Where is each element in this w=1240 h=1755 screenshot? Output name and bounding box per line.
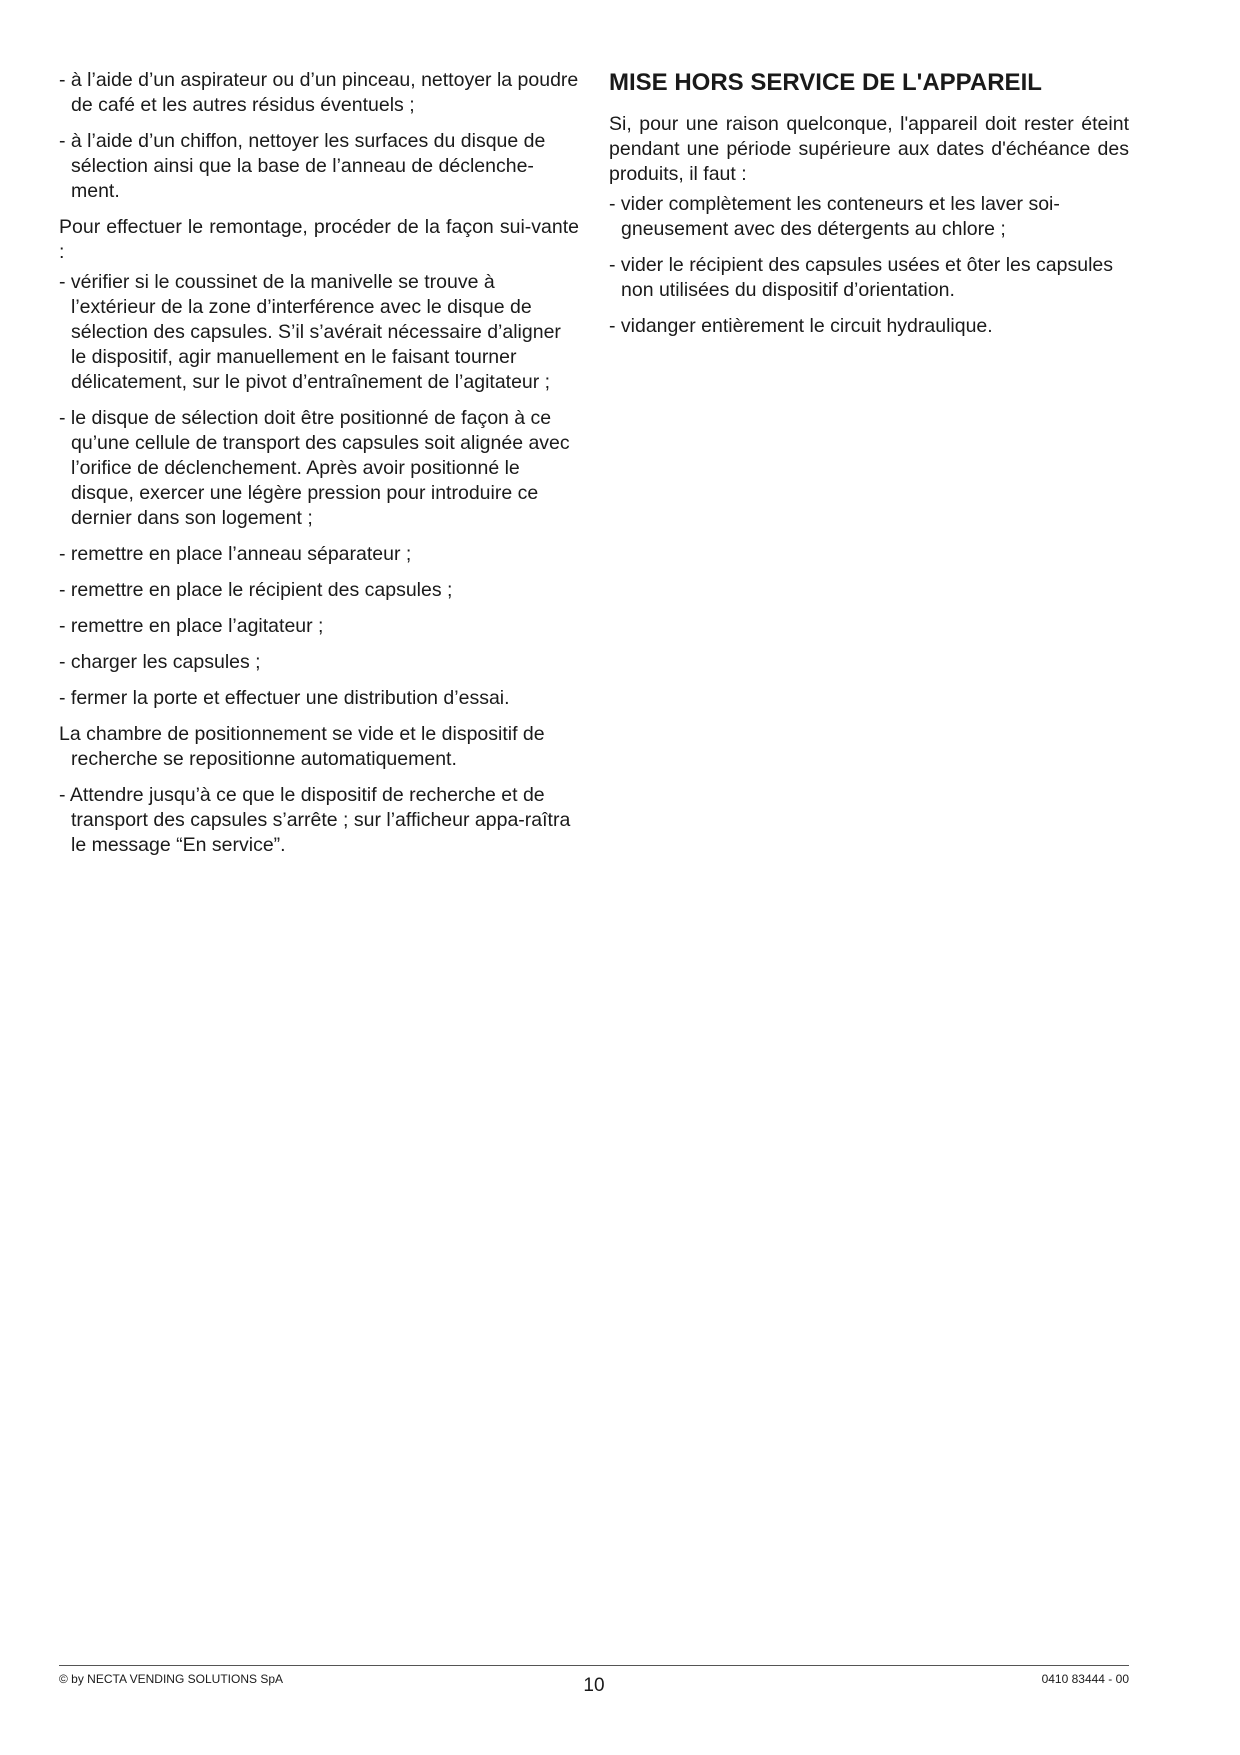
- page-number: 10: [583, 1675, 605, 1696]
- list-item: - remettre en place l’agitateur ;: [59, 615, 324, 637]
- list-item: - remettre en place le récipient des capsules ;: [59, 579, 453, 601]
- section-heading: MISE HORS SERVICE DE L'APPAREIL: [609, 69, 1042, 96]
- list-item: - fermer la porte et effectuer une distribution d’essai.: [59, 687, 510, 709]
- list-item: - remettre en place l’anneau séparateur ;: [59, 543, 412, 565]
- paragraph: Pour effectuer le remontage, procéder de la façon sui-vante :: [59, 216, 579, 263]
- list-item: - charger les capsules ;: [59, 651, 261, 673]
- list-item: - à l’aide d’un chiffon, nettoyer les surfaces du disque de sélection ainsi que la base de l’anneau de déclenche-ment.: [59, 130, 546, 202]
- footer-divider: [59, 1665, 1129, 1666]
- list-item: - vérifier si le coussinet de la manivelle se trouve à l’extérieur de la zone d’interférence avec le disque de sélection des capsules. S’il s’avérait nécessaire d’aligner le dispositif, agir manuellement en le faisant tourner délicatement, sur le pivot d’entraînement de l’agitateur ;: [59, 271, 561, 393]
- list-item: - le disque de sélection doit être positionné de façon à ce qu’une cellule de transport des capsules soit alignée avec l’orifice de déclenchement. Après avoir positionné le disque, exercer une légère pression pour introduire ce dernier dans son logement ;: [59, 407, 570, 529]
- right-column: [609, 68, 1129, 350]
- document-code: 0410 83444 - 00: [1041, 1672, 1129, 1686]
- list-item: - à l’aide d’un aspirateur ou d’un pinceau, nettoyer la poudre de café et les autres résidus éventuels ;: [59, 69, 579, 116]
- paragraph: Si, pour une raison quelconque, l'appareil doit rester éteint pendant une période supérieure aux dates d'échéance des produits, il faut :: [609, 113, 1129, 185]
- left-column: [59, 68, 579, 869]
- list-item: - vidanger entièrement le circuit hydraulique.: [609, 315, 993, 337]
- list-item: - vider complètement les conteneurs et les laver soi-gneusement avec des détergents au chlore ;: [609, 193, 1060, 240]
- list-item: - Attendre jusqu’à ce que le dispositif de recherche et de transport des capsules s’arrête ; sur l’afficheur appa-raîtra le message “En service”.: [59, 784, 571, 856]
- list-item: - vider le récipient des capsules usées et ôter les capsules non utilisées du dispositif d’orientation.: [609, 254, 1114, 301]
- footer-copyright: © by NECTA VENDING SOLUTIONS SpA: [59, 1672, 284, 1686]
- paragraph: La chambre de positionnement se vide et le dispositif de recherche se repositionne automatiquement.: [59, 723, 545, 770]
